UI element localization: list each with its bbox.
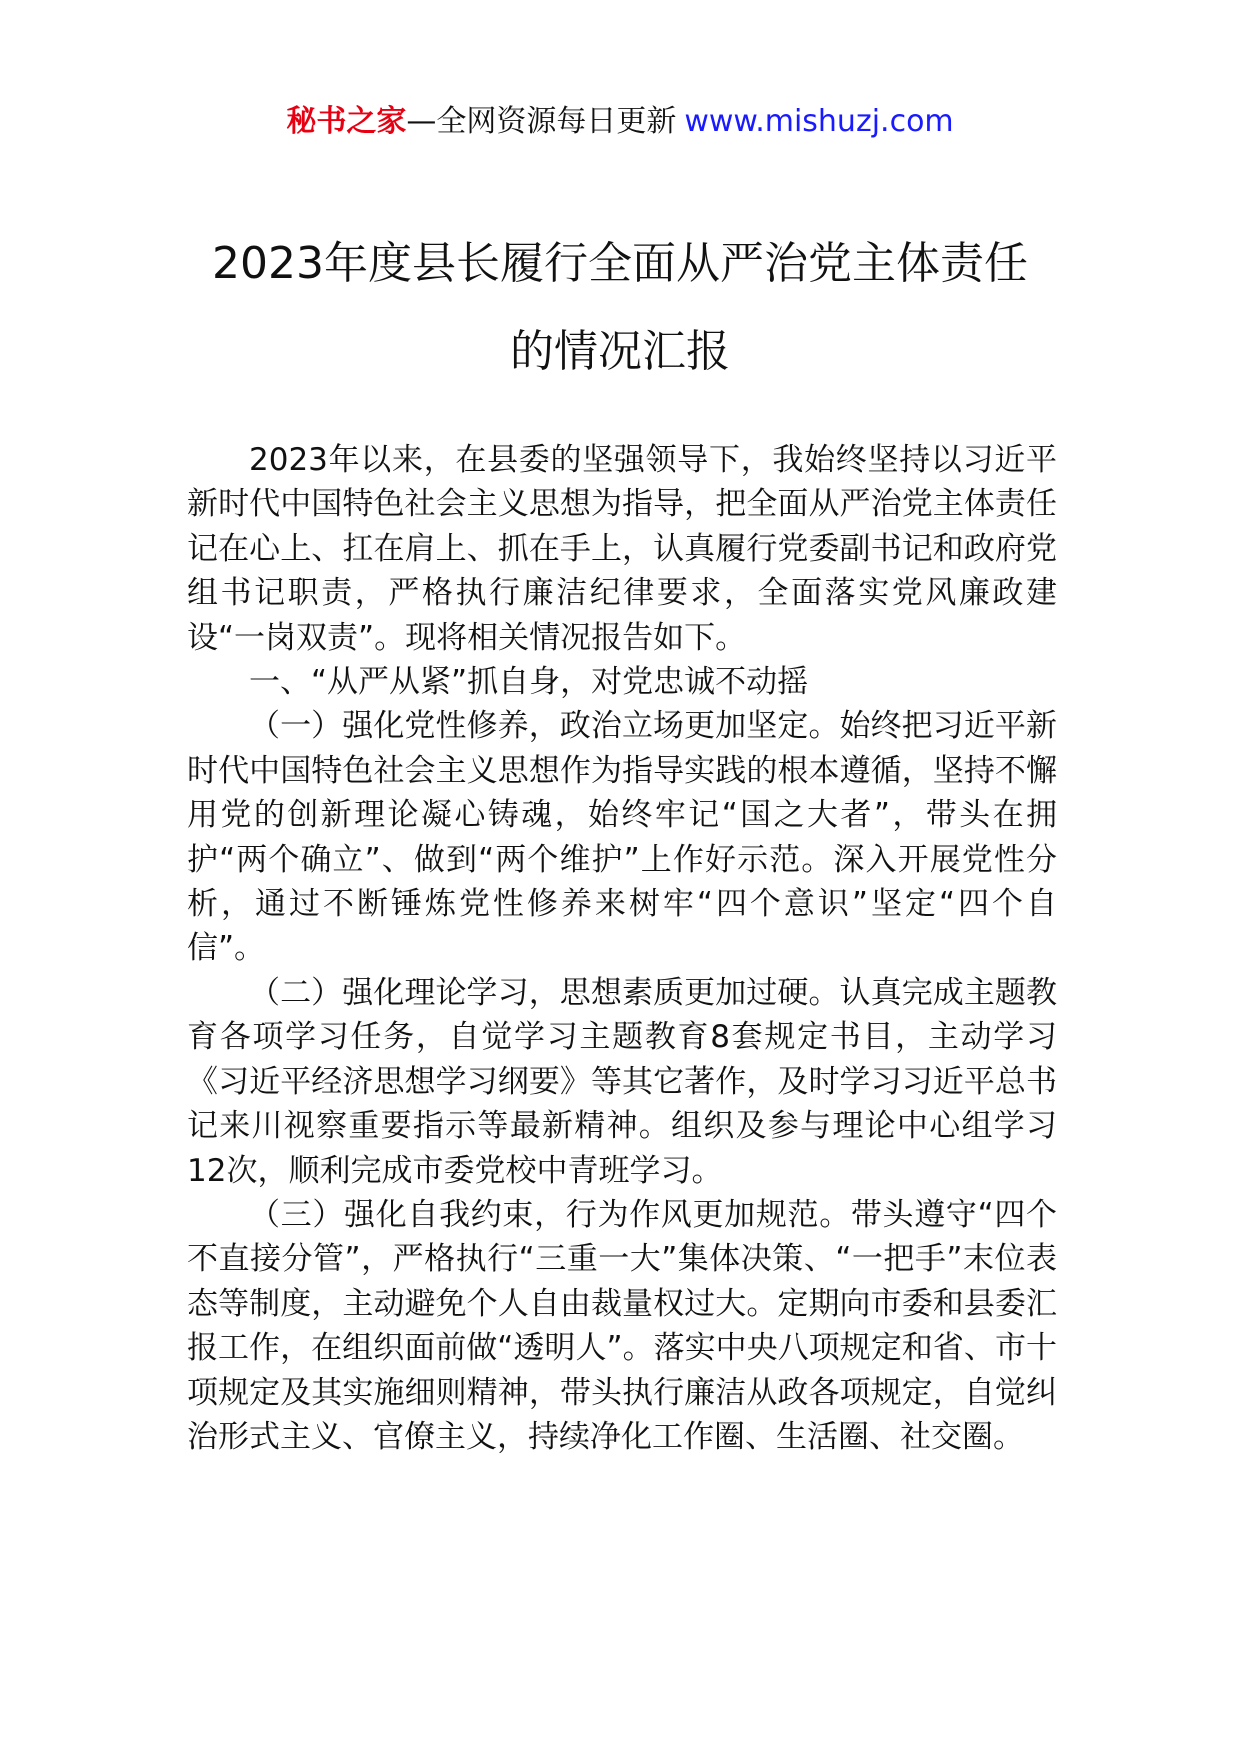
section-heading-1: 一、“从严从紧”抓自身，对党忠诚不动摇 [249,664,809,701]
brand-name: 秘书之家 [286,104,407,139]
site-header [0,102,1240,142]
document-body [187,438,1057,1459]
subsection-paragraph-2: （二）强化理论学习，思想素质更加过硬。认真完成主题教育各项学习任务，自觉学习主题教育8套规定书目，主动学习《习近平经济思想学习纲要》等其它著作，及时学习习近平总书记来川视察重要指示等最新精神。组织及参与理论中心组学习12次，顺利完成市委党校中青班学习。 [187,974,1057,1189]
document-title-line-1: 2023年度县长履行全面从严治党主体责任 [212,238,1028,289]
document-title-line-2: 的情况汇报 [510,326,730,377]
subsection-paragraph-1: （一）强化党性修养，政治立场更加坚定。始终把习近平新时代中国特色社会主义思想作为指导实践的根本遵循，坚持不懈用党的创新理论凝心铸魂，始终牢记“国之大者”，带头在拥护“两个确立”、做到“两个维护”上作好示范。深入开展党性分析，通过不断锤炼党性修养来树牢“四个意识”坚定“四个自信”。 [187,708,1057,967]
intro-paragraph: 2023年以来，在县委的坚强领导下，我始终坚持以习近平新时代中国特色社会主义思想为指导，把全面从严治党主体责任记在心上、扛在肩上、抓在手上，认真履行党委副书记和政府党组书记职责，严格执行廉洁纪律要求，全面落实党风廉政建设“一岗双责”。现将相关情况报告如下。 [187,442,1057,656]
subsection-paragraph-3: （三）强化自我约束，行为作风更加规范。带头遵守“四个不直接分管”，严格执行“三重一大”集体决策、“一把手”末位表态等制度，主动避免个人自由裁量权过大。定期向市委和县委汇报工作，在组织面前做“透明人”。落实中央八项规定和省、市十项规定及其实施细则精神，带头执行廉洁从政各项规定，自觉纠治形式主义、官僚主义，持续净化工作圈、生活圈、社交圈。 [187,1196,1057,1455]
header-slogan: —全网资源每日更新 [406,104,677,139]
site-url-link[interactable]: www.mishuzj.com [684,104,954,139]
